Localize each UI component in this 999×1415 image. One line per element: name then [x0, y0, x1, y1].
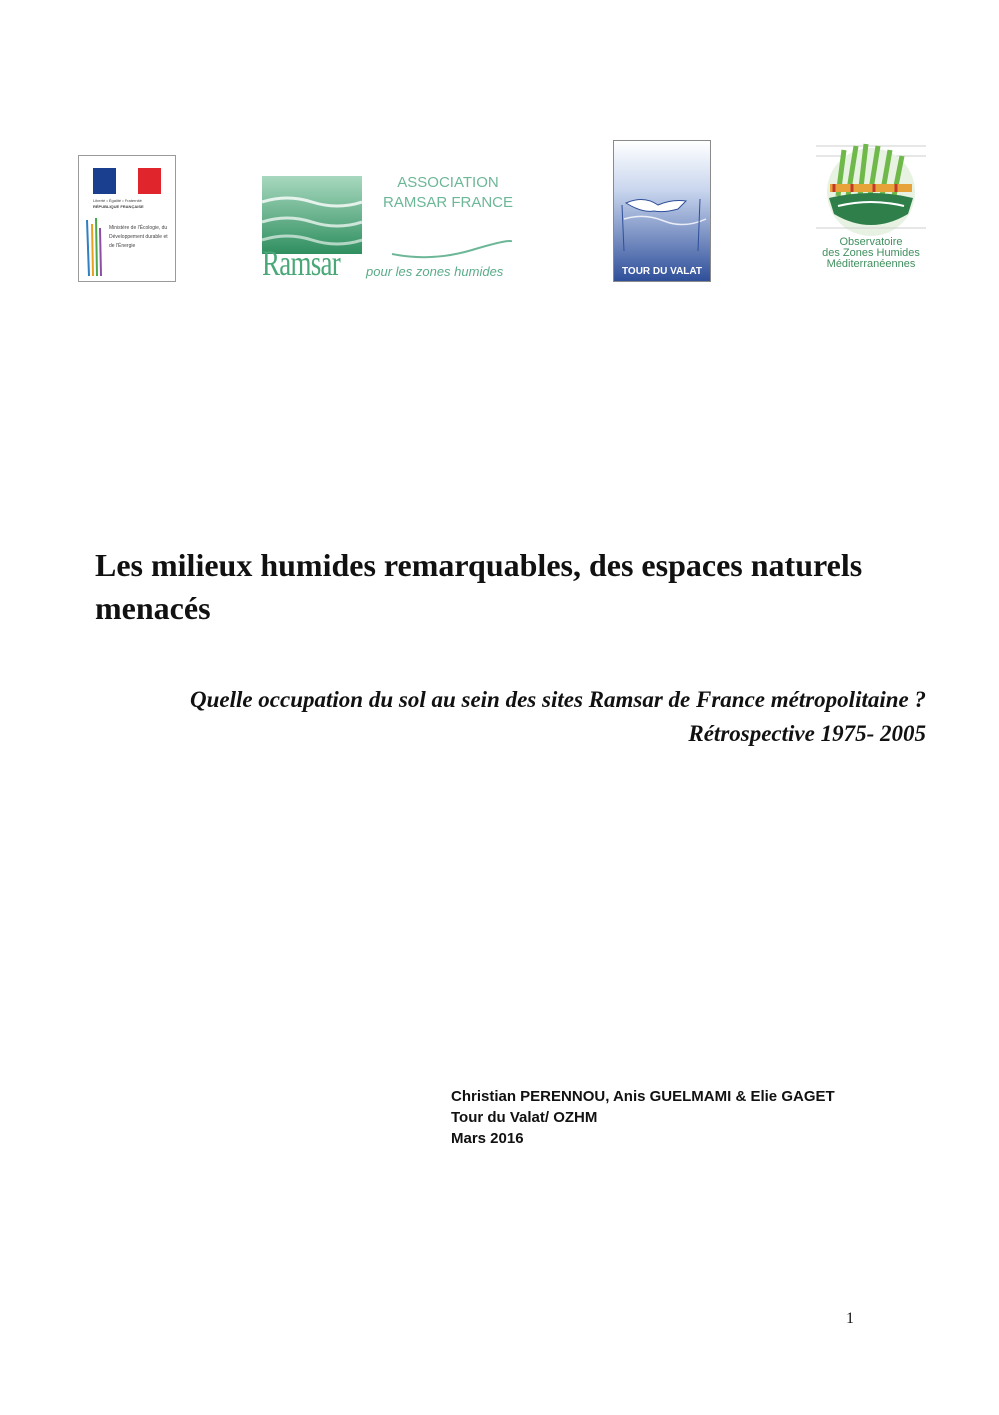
ministere-text: Ministère de l'Écologie, du Développement durable et de l'Énergie [109, 225, 168, 249]
tour-du-valat-logo [613, 140, 711, 282]
ramsar-logo [262, 172, 524, 284]
page-number: 1 [846, 1310, 854, 1327]
document-title: Les milieux humides remarquables, des espaces naturels menacés [95, 547, 863, 626]
credits-block [451, 1086, 931, 1149]
ministere-logo: Liberté • Égalité • Fraternité RÉPUBLIQUE FRANÇAISE Ministère de l'Écologie, du Développement durable et de l'Énergie [78, 155, 176, 282]
ramsar-association-name: ASSOCIATION RAMSAR FRANCE [382, 174, 513, 211]
ramsar-word: Ramsar [262, 243, 340, 283]
ozhm-reeds-icon [808, 140, 934, 236]
ramsar-swoosh-icon [392, 238, 512, 260]
tour-du-valat-bird-icon [614, 141, 710, 281]
authors: Christian PERENNOU, Anis GUELMAMI & Elie GAGET [451, 1088, 835, 1105]
ozhm-logo [808, 140, 934, 280]
organization: Tour du Valat/ OZHM [451, 1109, 598, 1126]
document-subtitle: Quelle occupation du sol au sein des sites Ramsar de France métropolitaine ? Rétrospective 1975- 2005 [189, 687, 926, 746]
french-flag-icon [93, 168, 161, 194]
ministere-stripes-icon [83, 218, 105, 278]
publication-date: Mars 2016 [451, 1130, 524, 1147]
tour-du-valat-label: TOUR DU VALAT [622, 266, 702, 277]
ozhm-name: Observatoire des Zones Humides Méditerranéennes [822, 236, 920, 270]
ramsar-tagline: pour les zones humides [366, 264, 504, 279]
